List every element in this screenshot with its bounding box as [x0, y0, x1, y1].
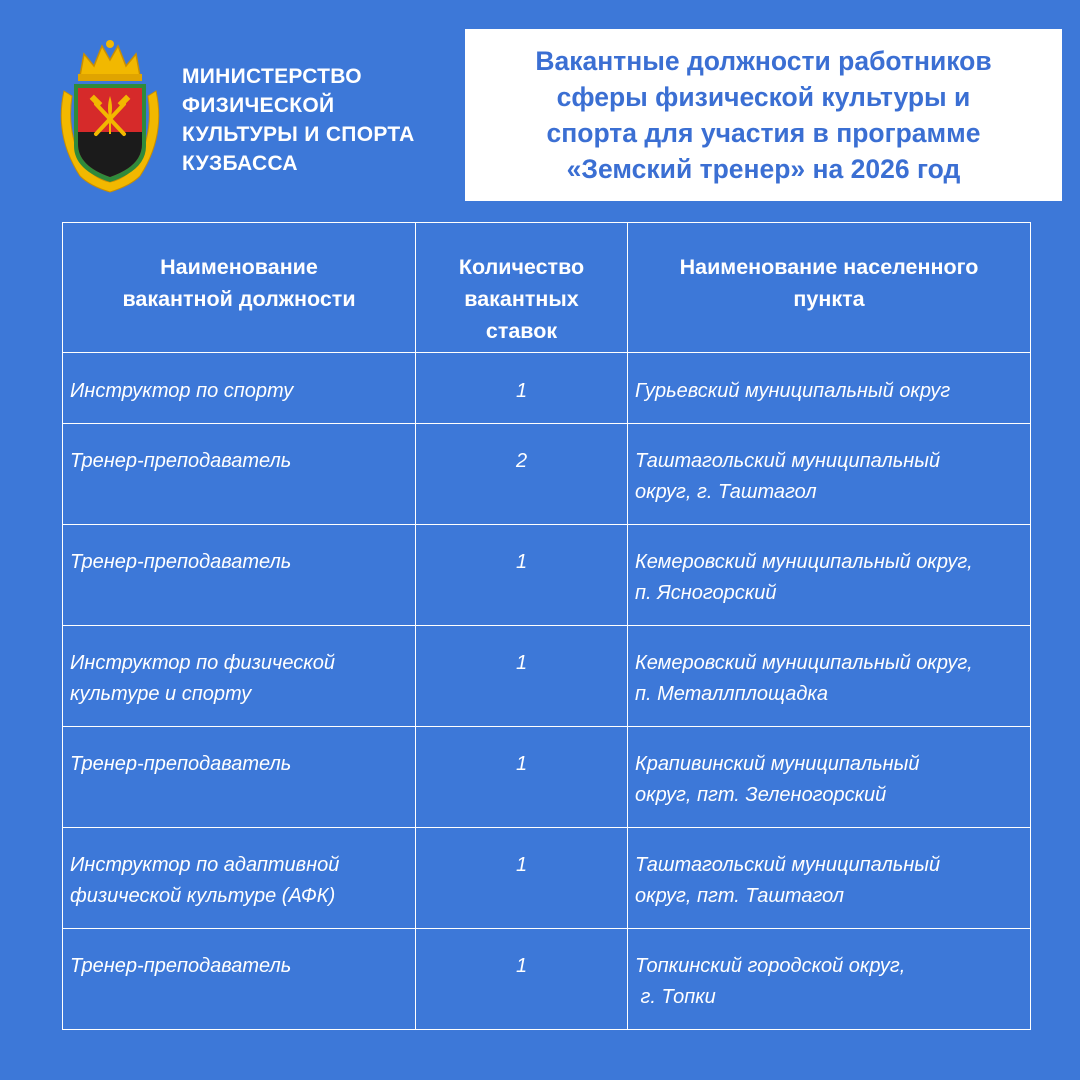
cell-count: 1 [416, 525, 628, 626]
table-row [63, 828, 1031, 929]
cell-position [63, 929, 416, 1030]
cell-position [63, 353, 416, 424]
cell-line: Тренер-преподаватель [70, 551, 292, 573]
table-header-row [63, 223, 1031, 353]
cell-line: Кемеровский муниципальный округ, [635, 652, 973, 674]
cell-line: Инструктор по спорту [70, 380, 294, 402]
cell-place [628, 353, 1031, 424]
cell-count: 1 [416, 828, 628, 929]
header-line: Количество [458, 255, 585, 279]
cell-line: Кемеровский муниципальный округ, [635, 551, 973, 573]
cell-count: 2 [416, 424, 628, 525]
table-row [63, 626, 1031, 727]
header-line: Наименование [160, 255, 318, 279]
cell-count: 1 [416, 727, 628, 828]
header-position [63, 223, 416, 353]
ministry-line: МИНИСТЕРСТВО [182, 65, 362, 88]
table-row [63, 727, 1031, 828]
cell-count: 1 [416, 626, 628, 727]
cell-count: 1 [416, 353, 628, 424]
table-row [63, 353, 1031, 424]
header-line: вакантных [464, 287, 579, 311]
cell-line: Тренер-преподаватель [70, 450, 292, 472]
cell-line: культуре и спорту [70, 683, 252, 705]
ministry-name [182, 62, 462, 178]
cell-place [628, 929, 1031, 1030]
cell-line: Инструктор по адаптивной [70, 854, 340, 876]
ministry-line: КУЗБАССА [182, 152, 298, 175]
header-count [416, 223, 628, 353]
cell-line: п. Металлплощадка [635, 683, 828, 705]
ministry-line: КУЛЬТУРЫ И СПОРТА [182, 123, 415, 146]
cell-line: Гурьевский муниципальный округ [635, 380, 951, 402]
cell-line: физической культуре (АФК) [70, 885, 336, 907]
title-line: спорта для участия в программе [546, 118, 981, 148]
title-line: сферы физической культуры и [556, 82, 971, 112]
table-row [63, 424, 1031, 525]
cell-place [628, 727, 1031, 828]
cell-position [63, 727, 416, 828]
cell-line: округ, пгт. Зеленогорский [635, 784, 887, 806]
title-line: «Земский тренер» на 2026 год [566, 154, 961, 184]
cell-position [63, 424, 416, 525]
header-line: ставок [485, 319, 558, 343]
kuzbass-emblem-icon [50, 36, 170, 196]
cell-line: Крапивинский муниципальный [635, 753, 920, 775]
cell-line: Таштагольский муниципальный [635, 450, 941, 472]
cell-line: округ, пгт. Таштагол [635, 885, 845, 907]
title-box [465, 29, 1062, 201]
cell-place [628, 626, 1031, 727]
table-row [63, 929, 1031, 1030]
cell-line: Инструктор по физической [70, 652, 335, 674]
cell-place [628, 525, 1031, 626]
cell-line: округ, г. Таштагол [635, 481, 817, 503]
header-line: Наименование населенного [679, 255, 979, 279]
header-line: вакантной должности [122, 287, 356, 311]
page-title [535, 43, 991, 187]
table-row [63, 525, 1031, 626]
cell-line: п. Ясногорский [635, 582, 777, 604]
cell-place [628, 828, 1031, 929]
ministry-line: ФИЗИЧЕСКОЙ [182, 94, 335, 117]
cell-line: Таштагольский муниципальный [635, 854, 941, 876]
title-line: Вакантные должности работников [535, 46, 992, 76]
vacancies-table [62, 222, 1031, 1030]
cell-line: г. Топки [635, 986, 716, 1008]
cell-line: Топкинский городской округ, [635, 955, 906, 977]
cell-place [628, 424, 1031, 525]
header-place [628, 223, 1031, 353]
cell-count: 1 [416, 929, 628, 1030]
cell-position [63, 525, 416, 626]
header-line: пункта [793, 287, 865, 311]
cell-line: Тренер-преподаватель [70, 955, 292, 977]
cell-position [63, 828, 416, 929]
cell-position [63, 626, 416, 727]
cell-line: Тренер-преподаватель [70, 753, 292, 775]
